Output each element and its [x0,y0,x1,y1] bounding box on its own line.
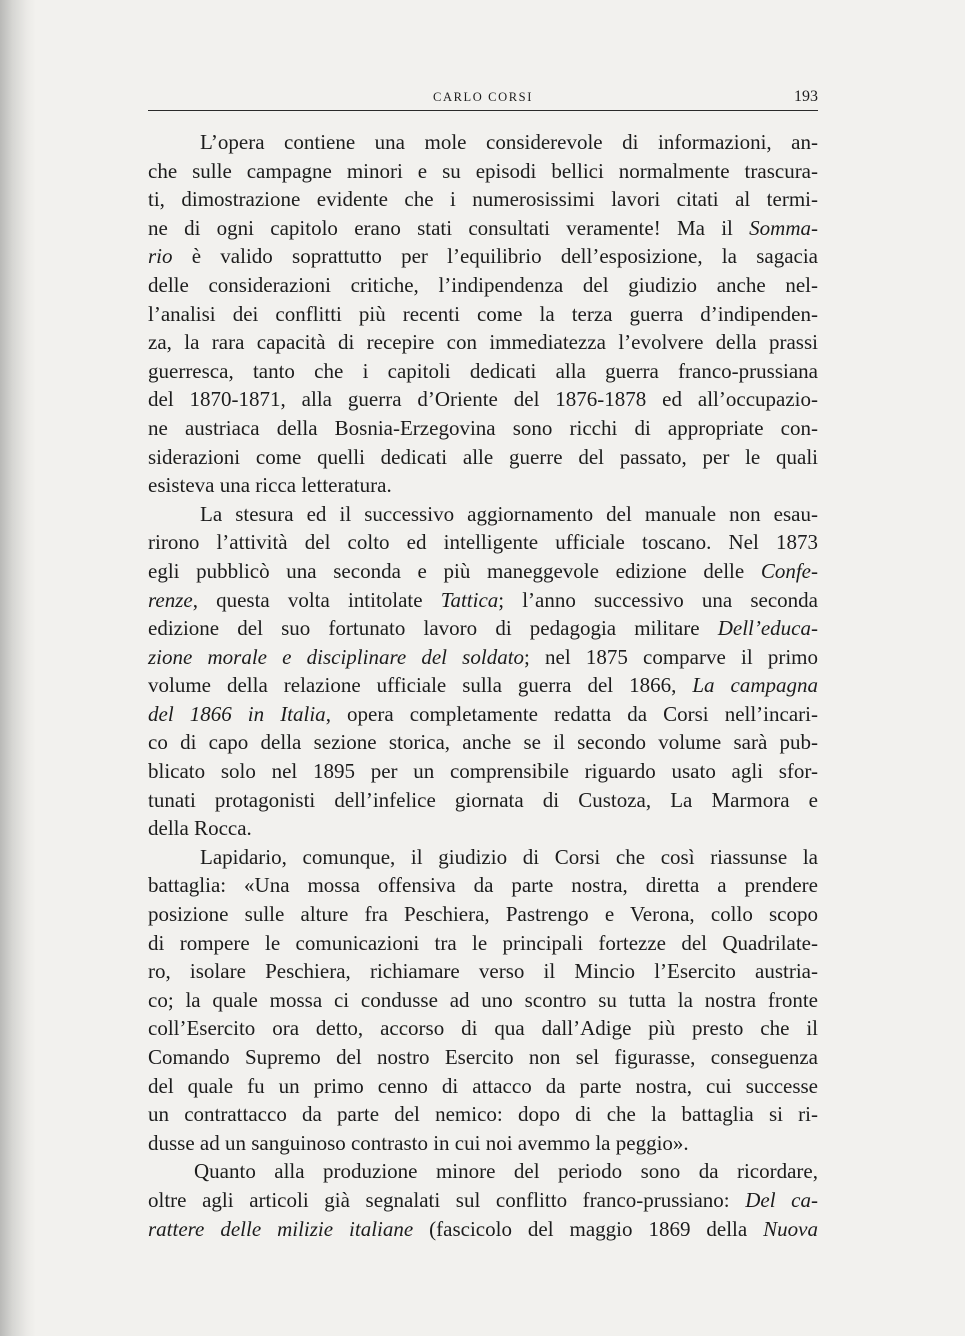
text-line [148,300,818,329]
text-run: è valido soprattutto per l’equilibrio dell’esposizione, la sagacia [172,244,818,269]
text-run: ; l’anno successivo una seconda [498,587,818,612]
paragraph [148,1157,818,1243]
text-line [148,385,818,414]
text-line [148,1215,818,1244]
text-line [148,357,818,386]
text-run: di rompere le comunicazioni tra le principali fortezze del Quadrilate- [148,930,818,955]
text-run: l’analisi dei conflitti più recenti come la terza guerra d’indipenden- [148,301,818,326]
text-run: ne di ogni capitolo erano stati consultati veramente! Ma il [148,215,750,240]
text-line [148,871,818,900]
italic-title: del 1866 in Italia [148,701,326,726]
text-run: egli pubblicò una seconda e più maneggevole edizione delle [148,558,761,583]
text-run: dusse ad un sanguinoso contrasto in cui noi avemmo la peggio». [148,1130,689,1155]
italic-title: Tattica [440,587,499,612]
paragraph [148,843,818,1158]
text-run: edizione del suo fortunato lavoro di pedagogia militare [148,616,718,641]
text-run: posizione sulle alture fra Peschiera, Pastrengo e Verona, collo scopo [148,902,818,927]
text-line [148,471,818,500]
italic-title: zione morale e disciplinare del soldato [148,644,525,669]
text-line [148,242,818,271]
text-line [148,643,818,672]
text-run: ne austriaca della Bosnia-Erzegovina sono ricchi di appropriate con- [148,415,818,440]
text-line [148,1043,818,1072]
text-run: za, la rara capacità di recepire con immediatezza l’evolvere della prassi [148,330,818,355]
text-line [148,786,818,815]
text-line [148,700,818,729]
text-line [148,271,818,300]
running-head: CARLO CORSI [433,90,533,104]
text-run: La stesura ed il successivo aggiornamento del manuale non esau- [200,501,818,526]
text-line [148,929,818,958]
italic-title: Confe- [760,558,818,583]
text-run: blicato solo nel 1895 per un comprensibile riguardo usato agli sfor- [148,759,818,784]
text-run: Comando Supremo del nostro Esercito non sel figurasse, conseguenza [148,1045,818,1069]
text-run: che sulle campagne minori e su episodi bellici normalmente trascura- [148,158,818,183]
italic-title: rattere delle milizie italiane [148,1216,414,1241]
text-run: del quale fu un primo cenno di attacco da parte nostra, cui successe [148,1073,818,1098]
text-run: delle considerazioni critiche, l’indipendenza del giudizio anche nel- [148,272,818,297]
text-run: , opera completamente redatta da Corsi nell’incari- [325,701,818,726]
text-run: , questa volta intitolate [192,587,441,612]
text-run: guerresca, tanto che i capitoli dedicati alla guerra franco-prussiana [148,358,818,383]
italic-title: Dell’educa- [717,616,818,641]
body-text [148,128,818,1243]
text-run: ro, isolare Peschiera, richiamare verso il Mincio l’Esercito austria- [148,959,818,984]
text-line [148,1100,818,1129]
text-run: del 1870-1871, alla guerra d’Oriente del 1876-1878 ed all’occupazio- [148,387,818,412]
text-line [148,414,818,443]
text-line [148,528,818,557]
page-number: 193 [794,88,818,105]
italic-title: renze [148,587,193,612]
paragraph [148,500,818,843]
text-line [148,328,818,357]
text-line [148,157,818,186]
text-run: esisteva una ricca letteratura. [148,473,392,498]
paragraph [148,128,818,500]
text-run: della Rocca. [148,816,252,841]
text-run: Quanto alla produzione minore del periodo sono da ricordare, [194,1159,818,1184]
text-line [148,185,818,214]
text-line [148,557,818,586]
text-line [148,814,818,843]
text-line [148,586,818,615]
italic-title: Del ca- [745,1187,818,1212]
text-line [148,214,818,243]
italic-title: La campagna [692,673,819,698]
text-line [148,728,818,757]
text-run: co; la quale mossa ci condusse ad uno scontro su tutta la nostra fronte [148,987,818,1012]
text-run: ; nel 1875 comparve il primo [524,644,818,669]
text-run: Lapidario, comunque, il giudizio di Corsi che così riassunse la [200,844,818,869]
text-line [148,128,818,157]
text-line [148,986,818,1015]
page-header [148,86,818,111]
text-line [148,671,818,700]
text-run: coll’Esercito ora detto, accorso di qua dall’Adige più presto che il [148,1016,818,1041]
text-line [148,757,818,786]
text-run: co di capo della sezione storica, anche se il secondo volume sarà pub- [148,730,818,755]
text-run: (fascicolo del maggio 1869 della [413,1216,764,1241]
text-line [148,443,818,472]
text-run: tunati protagonisti dell’infelice giornata di Custoza, La Marmora e [148,787,818,812]
text-run: ti, dimostrazione evidente che i numerosissimi lavori citati al termi- [148,187,818,212]
text-run: rirono l’attività del colto ed intelligente ufficiale toscano. Nel 1873 [148,530,818,555]
text-run: siderazioni come quelli dedicati alle guerre del passato, per le quali [148,444,818,469]
text-line [148,1072,818,1101]
text-line [148,1186,818,1215]
text-run: L’opera contiene una mole considerevole di informazioni, an- [200,130,818,154]
text-line [148,900,818,929]
page-binding-shadow [0,0,36,1336]
text-line [148,500,818,529]
text-run: un contrattacco da parte del nemico: dopo di che la battaglia si ri- [148,1102,818,1127]
text-line [148,957,818,986]
text-line [148,1157,818,1186]
text-run: oltre agli articoli già segnalati sul conflitto franco-prussiano: [148,1187,746,1212]
italic-title: Nuova [763,1216,818,1241]
text-run: volume della relazione ufficiale sulla guerra del 1866, [148,673,693,698]
text-line [148,1014,818,1043]
text-line [148,614,818,643]
text-line [148,843,818,872]
italic-title: rio [148,244,173,269]
text-line [148,1129,818,1158]
text-run: battaglia: «Una mossa offensiva da parte nostra, diretta a prendere [148,873,818,898]
italic-title: Somma- [749,215,818,240]
